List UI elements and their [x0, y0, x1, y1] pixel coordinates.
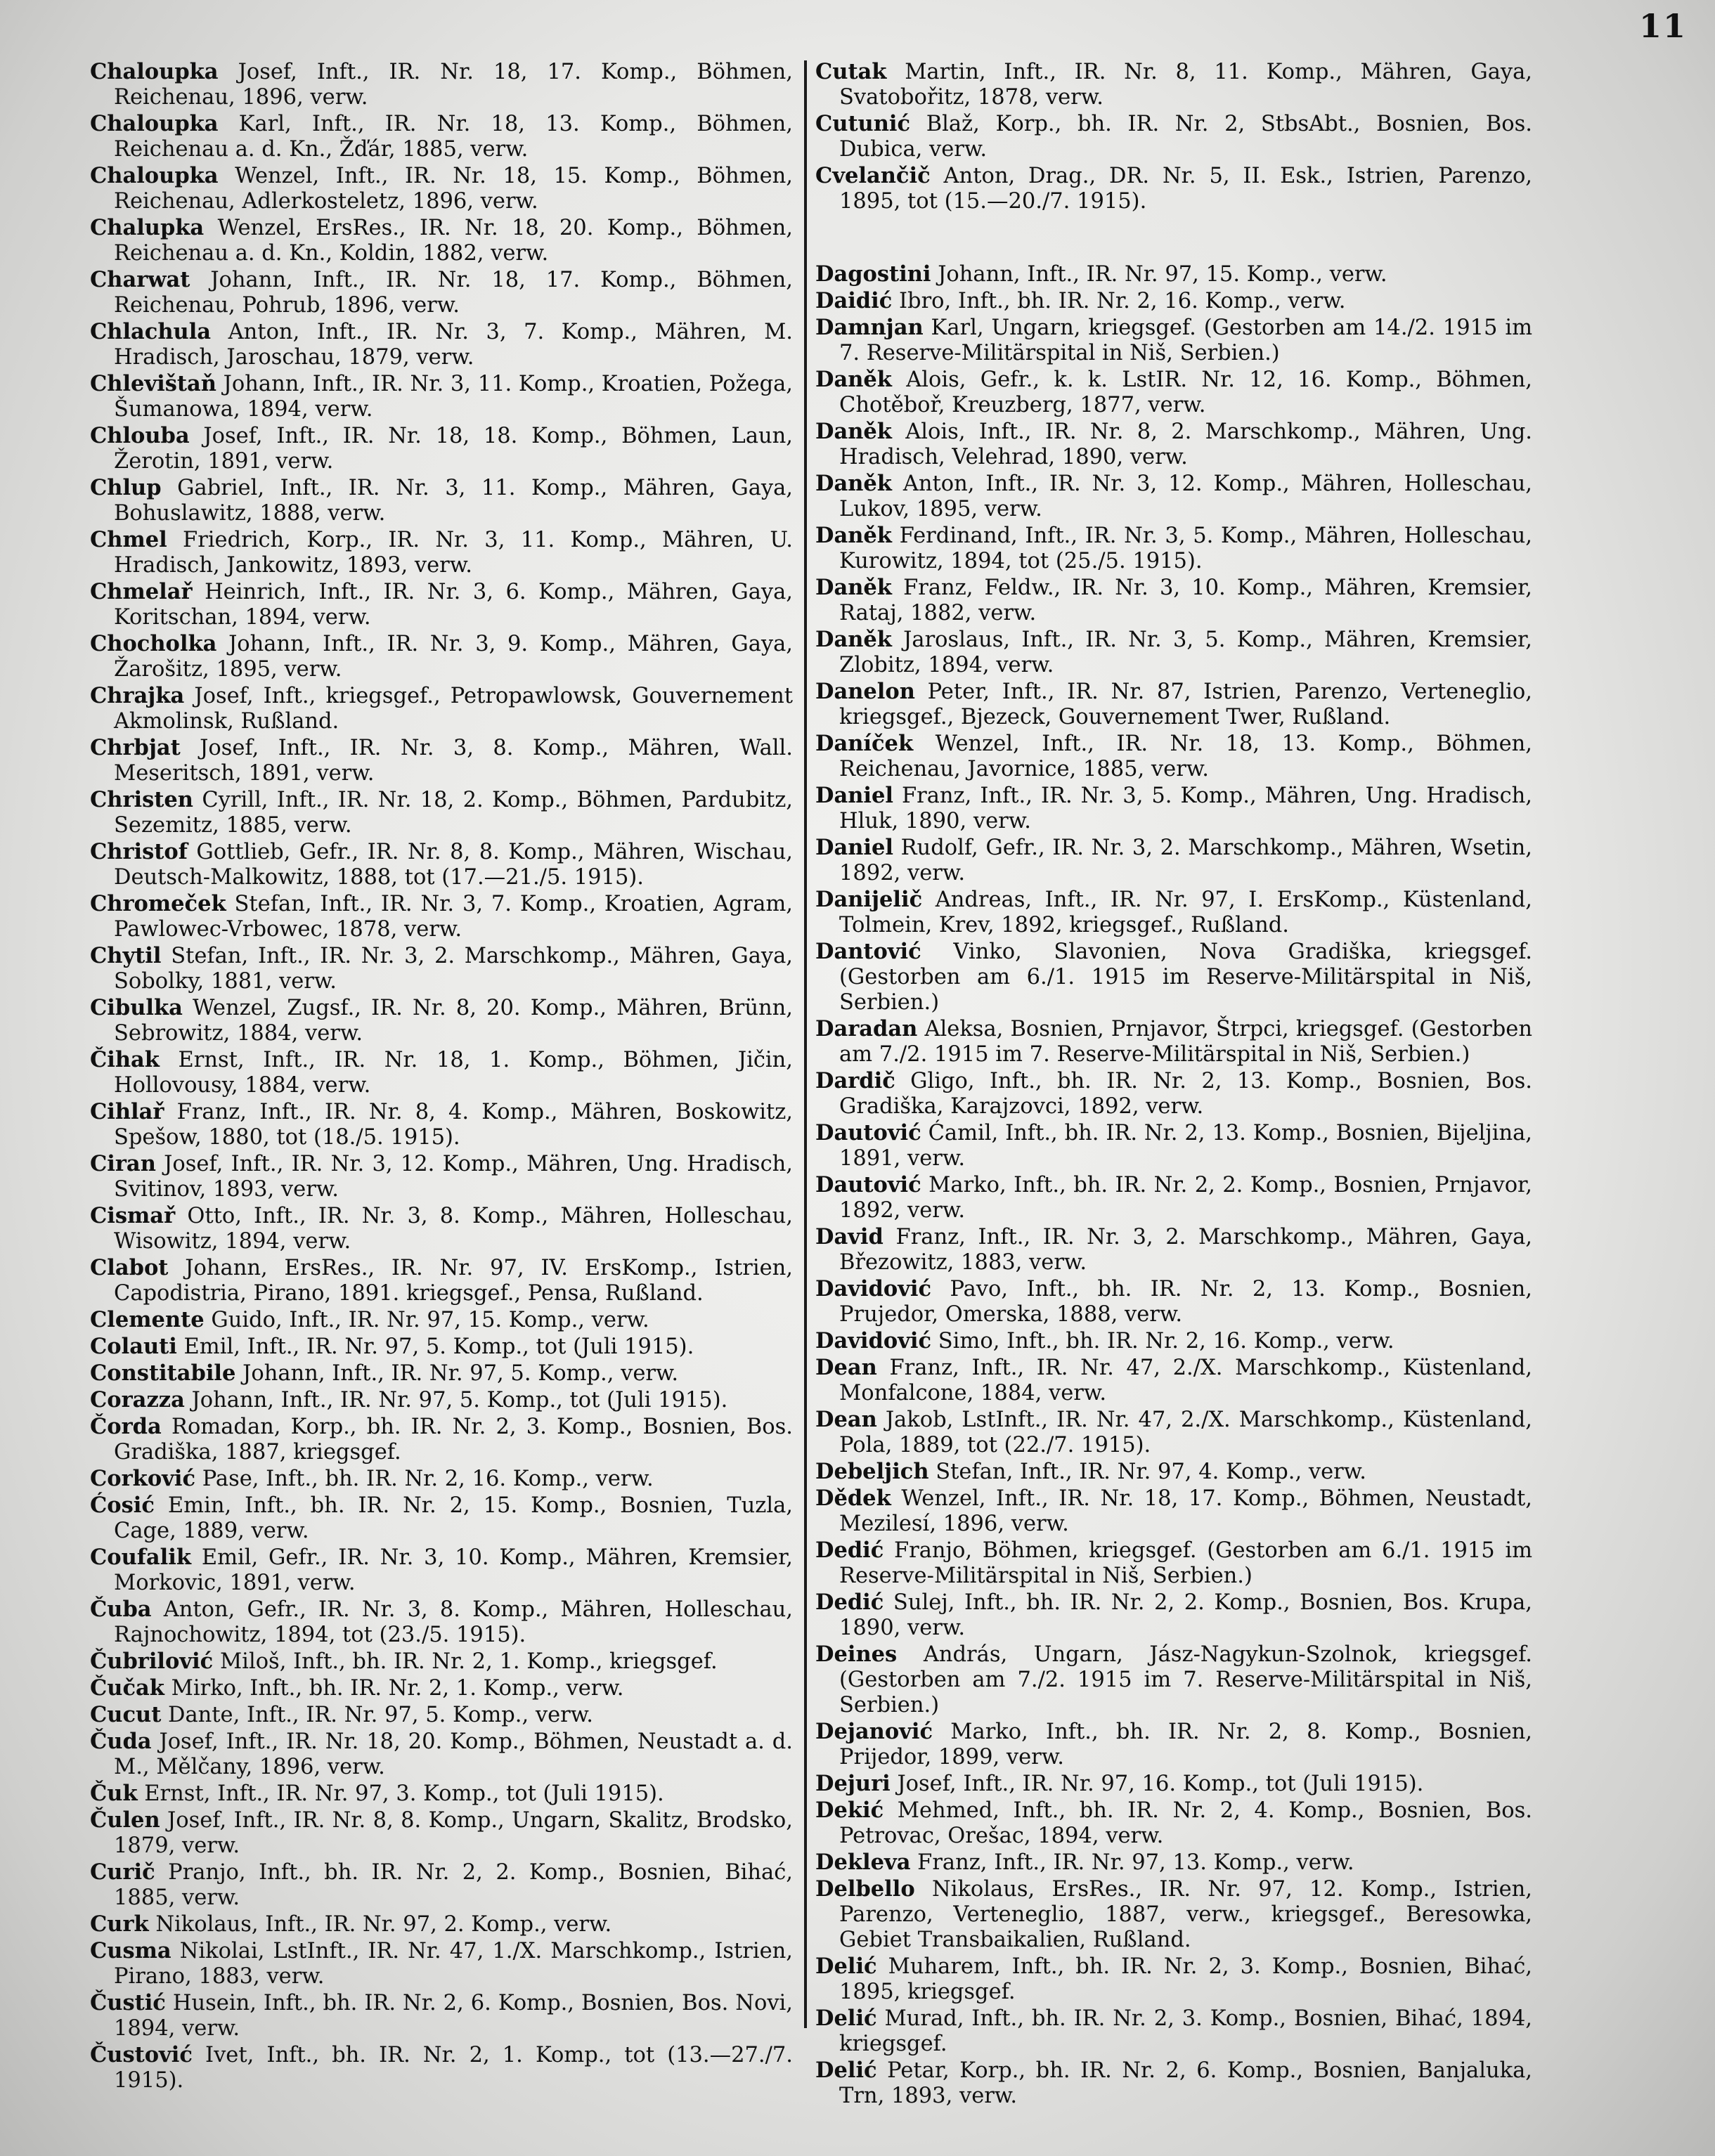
entry-surname: Chrajka	[90, 683, 185, 708]
entry-details: Mehmed, Inft., bh. IR. Nr. 2, 4. Komp., Bosnien, Bos. Petrovac, Orešac, 1894, verw.	[839, 1798, 1532, 1848]
entry-surname: Chlouba	[90, 423, 190, 448]
entry-details: Husein, Inft., bh. IR. Nr. 2, 6. Komp., Bosnien, Bos. Novi, 1894, verw.	[114, 1991, 794, 2041]
entry-surname: Daněk	[815, 523, 892, 548]
list-entry	[815, 367, 1532, 418]
entry-surname: Chrbjat	[90, 735, 181, 760]
list-entry	[90, 839, 793, 890]
list-entry	[90, 527, 793, 578]
entry-details: Muharem, Inft., bh. IR. Nr. 2, 3. Komp., Bosnien, Bihać, 1895, kriegsgef.	[839, 1954, 1532, 2004]
list-entry	[815, 1486, 1532, 1537]
list-entry	[90, 1702, 793, 1728]
entry-surname: Delić	[815, 2006, 877, 2031]
list-entry	[90, 579, 793, 630]
entry-details: Murad, Inft., bh. IR. Nr. 2, 3. Komp., Bosnien, Bihać, 1894, kriegsgef.	[839, 2006, 1532, 2056]
entry-surname: Cutunić	[815, 111, 911, 136]
entry-surname: Davidović	[815, 1276, 932, 1301]
entry-details: Jakob, LstInft., IR. Nr. 47, 2./X. Marschkomp., Küstenland, Pola, 1889, tot (22./7. 1915).	[839, 1408, 1532, 1457]
list-entry	[815, 315, 1532, 366]
entry-surname: Curič	[90, 1859, 155, 1885]
list-entry	[815, 471, 1532, 522]
entry-details: Mirko, Inft., bh. IR. Nr. 2, 1. Komp., verw.	[171, 1676, 624, 1701]
list-entry	[90, 1649, 793, 1675]
entry-details: Johann, Inft., IR. Nr. 97, 5. Komp., tot (Juli 1915).	[191, 1388, 728, 1413]
entry-surname: Daradan	[815, 1016, 918, 1041]
entry-surname: Delbello	[815, 1876, 915, 1902]
entry-surname: Cismař	[90, 1203, 176, 1228]
list-entry	[815, 1590, 1532, 1641]
entry-details: Cyrill, Inft., IR. Nr. 18, 2. Komp., Böhmen, Pardubitz, Sezemitz, 1885, verw.	[114, 788, 794, 838]
entry-surname: Daněk	[815, 471, 892, 496]
list-entry	[815, 2006, 1532, 2057]
entry-details: Sulej, Inft., bh. IR. Nr. 2, 2. Komp., Bosnien, Bos. Krupa, 1890, verw.	[839, 1590, 1532, 1640]
entry-details: Dante, Inft., IR. Nr. 97, 5. Komp., verw.	[168, 1703, 593, 1727]
list-entry	[90, 371, 793, 422]
list-entry	[90, 1255, 793, 1306]
entry-details: Simo, Inft., bh. IR. Nr. 2, 16. Komp., verw.	[938, 1329, 1394, 1353]
entry-details: Anton, Inft., IR. Nr. 3, 7. Komp., Mähren, M. Hradisch, Jaroschau, 1879, verw.	[114, 320, 793, 370]
entry-details: Ibro, Inft., bh. IR. Nr. 2, 16. Komp., verw.	[899, 289, 1346, 313]
list-entry	[90, 267, 793, 318]
entry-surname: Dautović	[815, 1172, 921, 1197]
entry-details: Emil, Gefr., IR. Nr. 3, 10. Komp., Mähren, Kremsier, Morkovic, 1891, verw.	[114, 1545, 794, 1595]
entry-surname: Chromeček	[90, 891, 226, 916]
entry-details: Franz, Inft., IR. Nr. 3, 5. Komp., Mähren, Ung. Hradisch, Hluk, 1890, verw.	[839, 784, 1532, 833]
list-entry	[90, 475, 793, 526]
entry-details: Andreas, Inft., IR. Nr. 97, I. ErsKomp., Küstenland, Tolmein, Krev, 1892, kriegsgef., Rußland.	[839, 888, 1532, 937]
entry-surname: Cutak	[815, 59, 887, 84]
entry-details: Stefan, Inft., IR. Nr. 97, 4. Komp., verw.	[936, 1460, 1366, 1484]
entry-details: Blaž, Korp., bh. IR. Nr. 2, StbsAbt., Bosnien, Bos. Dubica, verw.	[839, 112, 1532, 162]
list-entry	[90, 1047, 793, 1098]
entry-surname: Dědek	[815, 1486, 891, 1511]
entry-surname: Coufalik	[90, 1545, 191, 1570]
entry-details: Josef, Inft., IR. Nr. 3, 12. Komp., Mähren, Ung. Hradisch, Svitinov, 1893, verw.	[114, 1152, 793, 1202]
entry-surname: Daněk	[815, 627, 892, 652]
entry-details: Karl, Inft., IR. Nr. 18, 13. Komp., Böhmen, Reichenau a. d. Kn., Žďár, 1885, verw.	[114, 112, 793, 162]
entry-surname: Chaloupka	[90, 59, 219, 84]
entry-details: Franz, Inft., IR. Nr. 3, 2. Marschkomp., Mähren, Gaya, Březowitz, 1883, verw.	[839, 1225, 1532, 1275]
entry-surname: Cucut	[90, 1702, 162, 1727]
entry-surname: Chytil	[90, 943, 162, 968]
entry-surname: Chalupka	[90, 215, 205, 240]
entry-surname: Dedić	[815, 1590, 884, 1615]
list-entry	[90, 423, 793, 474]
entry-details: Marko, Inft., bh. IR. Nr. 2, 8. Komp., Bosnien, Prijedor, 1899, verw.	[839, 1720, 1532, 1769]
entry-details: Johann, Inft., IR. Nr. 97, 15. Komp., verw.	[938, 262, 1387, 287]
list-entry	[90, 1203, 793, 1254]
list-entry	[815, 887, 1532, 938]
entry-details: Johann, Inft., IR. Nr. 18, 17. Komp., Böhmen, Reichenau, Pohrub, 1896, verw.	[114, 268, 793, 318]
entry-surname: Corazza	[90, 1387, 185, 1413]
entry-surname: Damnjan	[815, 315, 924, 340]
list-entry	[90, 1334, 793, 1360]
list-entry	[815, 783, 1532, 834]
list-entry	[815, 1459, 1532, 1485]
list-entry	[815, 1876, 1532, 1953]
list-entry	[90, 215, 793, 266]
list-entry	[90, 787, 793, 838]
entry-details: Emil, Inft., IR. Nr. 97, 5. Komp., tot (Juli 1915).	[183, 1334, 694, 1359]
entry-surname: Cihlař	[90, 1099, 164, 1124]
list-entry	[90, 1361, 793, 1387]
entry-surname: Čuk	[90, 1781, 138, 1806]
entry-surname: Daněk	[815, 575, 892, 600]
entry-details: Stefan, Inft., IR. Nr. 3, 7. Komp., Kroatien, Agram, Pawlowec-Vrbowec, 1878, verw.	[114, 892, 794, 942]
entry-details: Heinrich, Inft., IR. Nr. 3, 6. Komp., Mähren, Gaya, Koritschan, 1894, verw.	[114, 580, 794, 630]
entry-details: Ćamil, Inft., bh. IR. Nr. 2, 13. Komp., Bosnien, Bijeljina, 1891, verw.	[839, 1121, 1532, 1171]
entry-surname: Čulen	[90, 1807, 160, 1833]
list-entry	[815, 59, 1532, 110]
entry-surname: Daněk	[815, 367, 892, 392]
list-entry	[815, 1538, 1532, 1589]
entry-surname: Dejuri	[815, 1771, 891, 1796]
entry-details: Alois, Inft., IR. Nr. 8, 2. Marschkomp., Mähren, Ung. Hradisch, Velehrad, 1890, verw.	[839, 420, 1532, 469]
entry-surname: Čuda	[90, 1729, 152, 1754]
list-entry	[815, 163, 1532, 214]
entry-surname: Daniel	[815, 783, 893, 808]
entry-details: Ernst, Inft., IR. Nr. 18, 1. Komp., Böhmen, Jičin, Hollovousy, 1884, verw.	[114, 1048, 793, 1098]
entry-details: Franz, Feldw., IR. Nr. 3, 10. Komp., Mähren, Kremsier, Rataj, 1882, verw.	[839, 576, 1532, 625]
entry-details: Jaroslaus, Inft., IR. Nr. 3, 5. Komp., Mähren, Kremsier, Zlobitz, 1894, verw.	[839, 628, 1532, 677]
list-entry	[815, 679, 1532, 730]
entry-surname: Constitabile	[90, 1361, 236, 1386]
entry-surname: Čuba	[90, 1597, 152, 1622]
entry-details: Josef, Inft., IR. Nr. 18, 20. Komp., Böhmen, Neustadt a. d. M., Mělčany, 1896, verw.	[114, 1729, 793, 1779]
entry-surname: Christof	[90, 839, 188, 864]
entry-details: Pavo, Inft., bh. IR. Nr. 2, 13. Komp., Bosnien, Prujedor, Omerska, 1888, verw.	[839, 1277, 1532, 1327]
list-entry	[90, 1911, 793, 1937]
entry-details: Franz, Inft., IR. Nr. 47, 2./X. Marschkomp., Küstenland, Monfalcone, 1884, verw.	[839, 1356, 1532, 1405]
entry-surname: Chlevištaň	[90, 371, 216, 396]
list-entry	[90, 1675, 793, 1701]
entry-details: Josef, Inft., kriegsgef., Petropawlowsk, Gouvernement Akmolinsk, Rußland.	[114, 684, 793, 734]
entry-surname: Danelon	[815, 679, 915, 704]
list-entry	[815, 575, 1532, 626]
list-entry	[90, 1990, 793, 2041]
list-entry	[815, 419, 1532, 470]
list-entry	[90, 1414, 793, 1465]
list-entry	[90, 943, 793, 994]
entry-details: Wenzel, Zugsf., IR. Nr. 8, 20. Komp., Mähren, Brünn, Sebrowitz, 1884, verw.	[114, 996, 793, 1046]
entry-surname: Dean	[815, 1407, 877, 1432]
entry-details: Emin, Inft., bh. IR. Nr. 2, 15. Komp., Bosnien, Tuzla, Cage, 1889, verw.	[114, 1493, 793, 1543]
list-entry	[815, 111, 1532, 162]
entry-details: Guido, Inft., IR. Nr. 97, 15. Komp., verw.	[211, 1308, 649, 1332]
list-entry	[815, 261, 1532, 287]
entry-details: Nikolaus, ErsRes., IR. Nr. 97, 12. Komp., Istrien, Parenzo, Verteneglio, 1887, verw., kriegsgef., Beresowka, Gebiet Transbaikalien, Rußland.	[839, 1877, 1532, 1952]
entry-surname: Clemente	[90, 1307, 205, 1332]
entry-surname: Dagostini	[815, 261, 931, 287]
list-entry	[815, 1328, 1532, 1354]
list-entry	[90, 163, 793, 214]
entry-surname: Dedić	[815, 1538, 884, 1563]
entry-surname: Dantović	[815, 939, 921, 964]
entry-details: András, Ungarn, Jász-Nagykun-Szolnok, kriegsgef. (Gestorben am 7./2. 1915 im 7. Reserve-Militärspital in Niš, Serbien.)	[839, 1642, 1532, 1717]
list-entry	[815, 1172, 1532, 1223]
entry-details: Alois, Gefr., k. k. LstIR. Nr. 12, 16. Komp., Böhmen, Chotěboř, Kreuzberg, 1877, verw.	[839, 368, 1532, 417]
list-entry	[90, 1466, 793, 1492]
entry-details: Johann, Inft., IR. Nr. 3, 11. Komp., Kroatien, Požega, Šumanowa, 1894, verw.	[114, 372, 793, 422]
entry-surname: Dekić	[815, 1798, 884, 1823]
entry-surname: Chlup	[90, 475, 162, 500]
entry-surname: Čučak	[90, 1675, 164, 1701]
entry-details: Ernst, Inft., IR. Nr. 97, 3. Komp., tot (Juli 1915).	[144, 1781, 664, 1806]
entry-details: Marko, Inft., bh. IR. Nr. 2, 2. Komp., Bosnien, Prnjavor, 1892, verw.	[839, 1173, 1532, 1223]
entry-surname: Daniel	[815, 835, 893, 860]
entry-surname: Delić	[815, 1954, 877, 1979]
entry-details: Johann, Inft., IR. Nr. 3, 9. Komp., Mähren, Gaya, Žarošitz, 1895, verw.	[114, 632, 794, 682]
entry-surname: Chmel	[90, 527, 167, 552]
entry-details: Josef, Inft., IR. Nr. 97, 16. Komp., tot (Juli 1915).	[897, 1772, 1424, 1796]
entry-surname: Delić	[815, 2058, 877, 2083]
entry-details: Josef, Inft., IR. Nr. 3, 8. Komp., Mähren, Wall. Meseritsch, 1891, verw.	[114, 736, 793, 786]
entry-surname: Chmelař	[90, 579, 193, 604]
list-entry	[90, 1099, 793, 1150]
list-entry	[90, 1307, 793, 1333]
entry-surname: Dardič	[815, 1068, 895, 1093]
column-divider	[804, 60, 807, 2028]
entry-surname: Čustić	[90, 1990, 166, 2015]
entry-surname: Chaloupka	[90, 111, 219, 136]
list-entry	[815, 939, 1532, 1015]
entry-details: Gabriel, Inft., IR. Nr. 3, 11. Komp., Mähren, Gaya, Bohuslawitz, 1888, verw.	[114, 476, 793, 526]
list-entry	[90, 1807, 793, 1859]
entry-surname: Cvelančič	[815, 163, 931, 188]
list-entry	[815, 1276, 1532, 1327]
list-entry	[815, 1016, 1532, 1067]
entry-details: Friedrich, Korp., IR. Nr. 3, 11. Komp., Mähren, U. Hradisch, Jankowitz, 1893, verw.	[114, 528, 793, 578]
entry-details: Franz, Inft., IR. Nr. 97, 13. Komp., verw.	[917, 1850, 1354, 1875]
entry-details: Pranjo, Inft., bh. IR. Nr. 2, 2. Komp., Bosnien, Bihać, 1885, verw.	[114, 1860, 794, 1910]
entry-surname: Daidić	[815, 288, 893, 313]
entry-surname: Dean	[815, 1355, 877, 1380]
entry-surname: Chocholka	[90, 631, 217, 656]
entry-details: Karl, Ungarn, kriegsgef. (Gestorben am 14./2. 1915 im 7. Reserve-Militärspital in Niš, Serbien.)	[839, 316, 1532, 365]
list-entry	[815, 1954, 1532, 2005]
entry-surname: Daněk	[815, 419, 892, 444]
entry-surname: Dekleva	[815, 1850, 911, 1875]
list-entry	[90, 1151, 793, 1202]
entry-details: Aleksa, Bosnien, Prnjavor, Štrpci, kriegsgef. (Gestorben am 7./2. 1915 im 7. Reserve-Militärspital in Niš, Serbien.)	[839, 1017, 1532, 1067]
entry-details: Rudolf, Gefr., IR. Nr. 3, 2. Marschkomp., Mähren, Wsetin, 1892, verw.	[839, 836, 1532, 885]
entry-details: Josef, Inft., IR. Nr. 18, 17. Komp., Böhmen, Reichenau, 1896, verw.	[114, 60, 794, 110]
list-entry	[815, 1224, 1532, 1275]
list-entry	[90, 319, 793, 370]
entry-details: Franz, Inft., IR. Nr. 8, 4. Komp., Mähren, Boskowitz, Spešow, 1880, tot (18./5. 1915).	[114, 1100, 794, 1150]
list-entry	[90, 1781, 793, 1807]
entry-details: Stefan, Inft., IR. Nr. 3, 2. Marschkomp., Mähren, Gaya, Sobolky, 1881, verw.	[114, 944, 793, 994]
list-entry	[815, 627, 1532, 678]
entry-surname: Dejanović	[815, 1719, 933, 1744]
list-entry	[815, 1120, 1532, 1171]
entry-details: Anton, Inft., IR. Nr. 3, 12. Komp., Mähren, Holleschau, Lukov, 1895, verw.	[839, 472, 1532, 521]
entry-details: Wenzel, Inft., IR. Nr. 18, 15. Komp., Böhmen, Reichenau, Adlerkosteletz, 1896, verw.	[114, 164, 793, 214]
list-entry	[90, 1938, 793, 1989]
entry-surname: Cibulka	[90, 995, 183, 1020]
entry-surname: David	[815, 1224, 884, 1249]
entry-surname: Chlachula	[90, 319, 212, 344]
entry-details: Ferdinand, Inft., IR. Nr. 3, 5. Komp., Mähren, Holleschau, Kurowitz, 1894, tot (25./5. 1915).	[839, 524, 1532, 573]
entry-details: Peter, Inft., IR. Nr. 87, Istrien, Parenzo, Verteneglio, kriegsgef., Bjezeck, Gouvernement Twer, Rußland.	[839, 680, 1532, 729]
list-entry	[815, 1719, 1532, 1770]
entry-details: Wenzel, Inft., IR. Nr. 18, 17. Komp., Böhmen, Neustadt, Mezilesí, 1896, verw.	[839, 1486, 1533, 1536]
entry-details: Anton, Drag., DR. Nr. 5, II. Esk., Istrien, Parenzo, 1895, tot (15.—20./7. 1915).	[839, 164, 1533, 214]
list-entry	[90, 1859, 793, 1911]
entry-details: Johann, ErsRes., IR. Nr. 97, IV. ErsKomp., Istrien, Capodistria, Pirano, 1891. kriegsgef., Pensa, Rußland.	[114, 1256, 793, 1306]
entry-surname: Čubrilović	[90, 1649, 214, 1674]
entry-surname: Čustović	[90, 2042, 193, 2067]
entry-details: Franjo, Böhmen, kriegsgef. (Gestorben am 6./1. 1915 im Reserve-Militärspital in Niš, Serbien.)	[839, 1538, 1532, 1588]
entry-details: Romadan, Korp., bh. IR. Nr. 2, 3. Komp., Bosnien, Bos. Gradiška, 1887, kriegsgef.	[114, 1415, 793, 1465]
entry-surname: Danijelič	[815, 887, 923, 912]
entry-details: Johann, Inft., IR. Nr. 97, 5. Komp., verw.	[242, 1361, 679, 1386]
entry-details: Martin, Inft., IR. Nr. 8, 11. Komp., Mähren, Gaya, Svatobořitz, 1878, verw.	[839, 60, 1532, 110]
page-number: 11	[1638, 7, 1687, 45]
list-entry	[815, 523, 1532, 574]
entry-details: Petar, Korp., bh. IR. Nr. 2, 6. Komp., Bosnien, Banjaluka, Trn, 1893, verw.	[839, 2058, 1532, 2108]
list-entry	[815, 731, 1532, 782]
entry-surname: Čorda	[90, 1414, 162, 1439]
entry-surname: Colauti	[90, 1334, 177, 1359]
left-column	[90, 59, 793, 2094]
entry-surname: Curk	[90, 1911, 149, 1937]
entry-details: Gligo, Inft., bh. IR. Nr. 2, 13. Komp., Bosnien, Bos. Gradiška, Karajzovci, 1892, verw.	[839, 1069, 1532, 1119]
entry-details: Ivet, Inft., bh. IR. Nr. 2, 1. Komp., tot (13.—27./7. 1915).	[114, 2043, 793, 2093]
list-entry	[90, 891, 793, 942]
list-entry	[815, 1068, 1532, 1119]
list-entry	[815, 2058, 1532, 2109]
entry-surname: Chaloupka	[90, 163, 219, 188]
entry-surname: Clabot	[90, 1255, 169, 1280]
entry-details: Miloš, Inft., bh. IR. Nr. 2, 1. Komp., kriegsgef.	[219, 1649, 718, 1674]
entry-surname: Deines	[815, 1642, 898, 1667]
list-entry	[815, 1798, 1532, 1849]
entry-surname: Charwat	[90, 267, 190, 292]
list-entry	[815, 1771, 1532, 1797]
entry-surname: Corković	[90, 1466, 196, 1491]
list-entry	[815, 1355, 1532, 1406]
list-entry	[90, 1729, 793, 1780]
entry-details: Otto, Inft., IR. Nr. 3, 8. Komp., Mähren, Holleschau, Wisowitz, 1894, verw.	[114, 1204, 793, 1254]
list-entry	[90, 995, 793, 1046]
entry-details: Nikolaus, Inft., IR. Nr. 97, 2. Komp., verw.	[155, 1912, 612, 1937]
entry-details: Nikolai, LstInft., IR. Nr. 47, 1./X. Marschkomp., Istrien, Pirano, 1883, verw.	[114, 1939, 793, 1989]
entry-details: Josef, Inft., IR. Nr. 8, 8. Komp., Ungarn, Skalitz, Brodsko, 1879, verw.	[114, 1808, 793, 1858]
list-entry	[90, 59, 793, 110]
list-entry	[90, 735, 793, 786]
list-entry	[90, 111, 793, 162]
entry-surname: Cusma	[90, 1938, 172, 1963]
entry-details: Pase, Inft., bh. IR. Nr. 2, 16. Komp., verw.	[202, 1467, 654, 1491]
list-entry	[815, 1850, 1532, 1876]
entry-surname: Ciran	[90, 1151, 156, 1176]
entry-details: Josef, Inft., IR. Nr. 18, 18. Komp., Böhmen, Laun, Žerotin, 1891, verw.	[114, 424, 793, 474]
entry-details: Vinko, Slavonien, Nova Gradiška, kriegsgef. (Gestorben am 6./1. 1915 im Reserve-Militärspital in Niš, Serbien.)	[839, 940, 1532, 1015]
entry-surname: Daníček	[815, 731, 914, 756]
entry-surname: Dautović	[815, 1120, 921, 1145]
list-entry	[90, 1545, 793, 1596]
list-entry	[815, 1407, 1532, 1458]
entry-details: Gottlieb, Gefr., IR. Nr. 8, 8. Komp., Mähren, Wischau, Deutsch-Malkowitz, 1888, tot (17.—21./5. 1915).	[114, 840, 793, 890]
entry-surname: Čihak	[90, 1047, 160, 1072]
list-entry	[815, 288, 1532, 314]
list-entry	[815, 835, 1532, 886]
entry-surname: Christen	[90, 787, 193, 812]
entry-surname: Debeljich	[815, 1459, 929, 1484]
entry-details: Anton, Gefr., IR. Nr. 3, 8. Komp., Mähren, Holleschau, Rajnochowitz, 1894, tot (23./5. 1915).	[114, 1597, 793, 1647]
list-entry	[90, 683, 793, 734]
right-column-top	[815, 59, 1532, 215]
list-entry	[90, 1387, 793, 1413]
list-entry	[90, 1597, 793, 1648]
entry-details: Wenzel, ErsRes., IR. Nr. 18, 20. Komp., Böhmen, Reichenau a. d. Kn., Koldin, 1882, verw.	[114, 216, 794, 266]
list-entry	[90, 631, 793, 682]
list-entry	[90, 1493, 793, 1544]
list-entry	[90, 2042, 793, 2093]
entry-surname: Davidović	[815, 1328, 932, 1353]
entry-surname: Ćosić	[90, 1493, 155, 1518]
right-column-bottom	[815, 261, 1532, 2110]
entry-details: Wenzel, Inft., IR. Nr. 18, 13. Komp., Böhmen, Reichenau, Javornice, 1885, verw.	[839, 732, 1532, 781]
list-entry	[815, 1642, 1532, 1718]
